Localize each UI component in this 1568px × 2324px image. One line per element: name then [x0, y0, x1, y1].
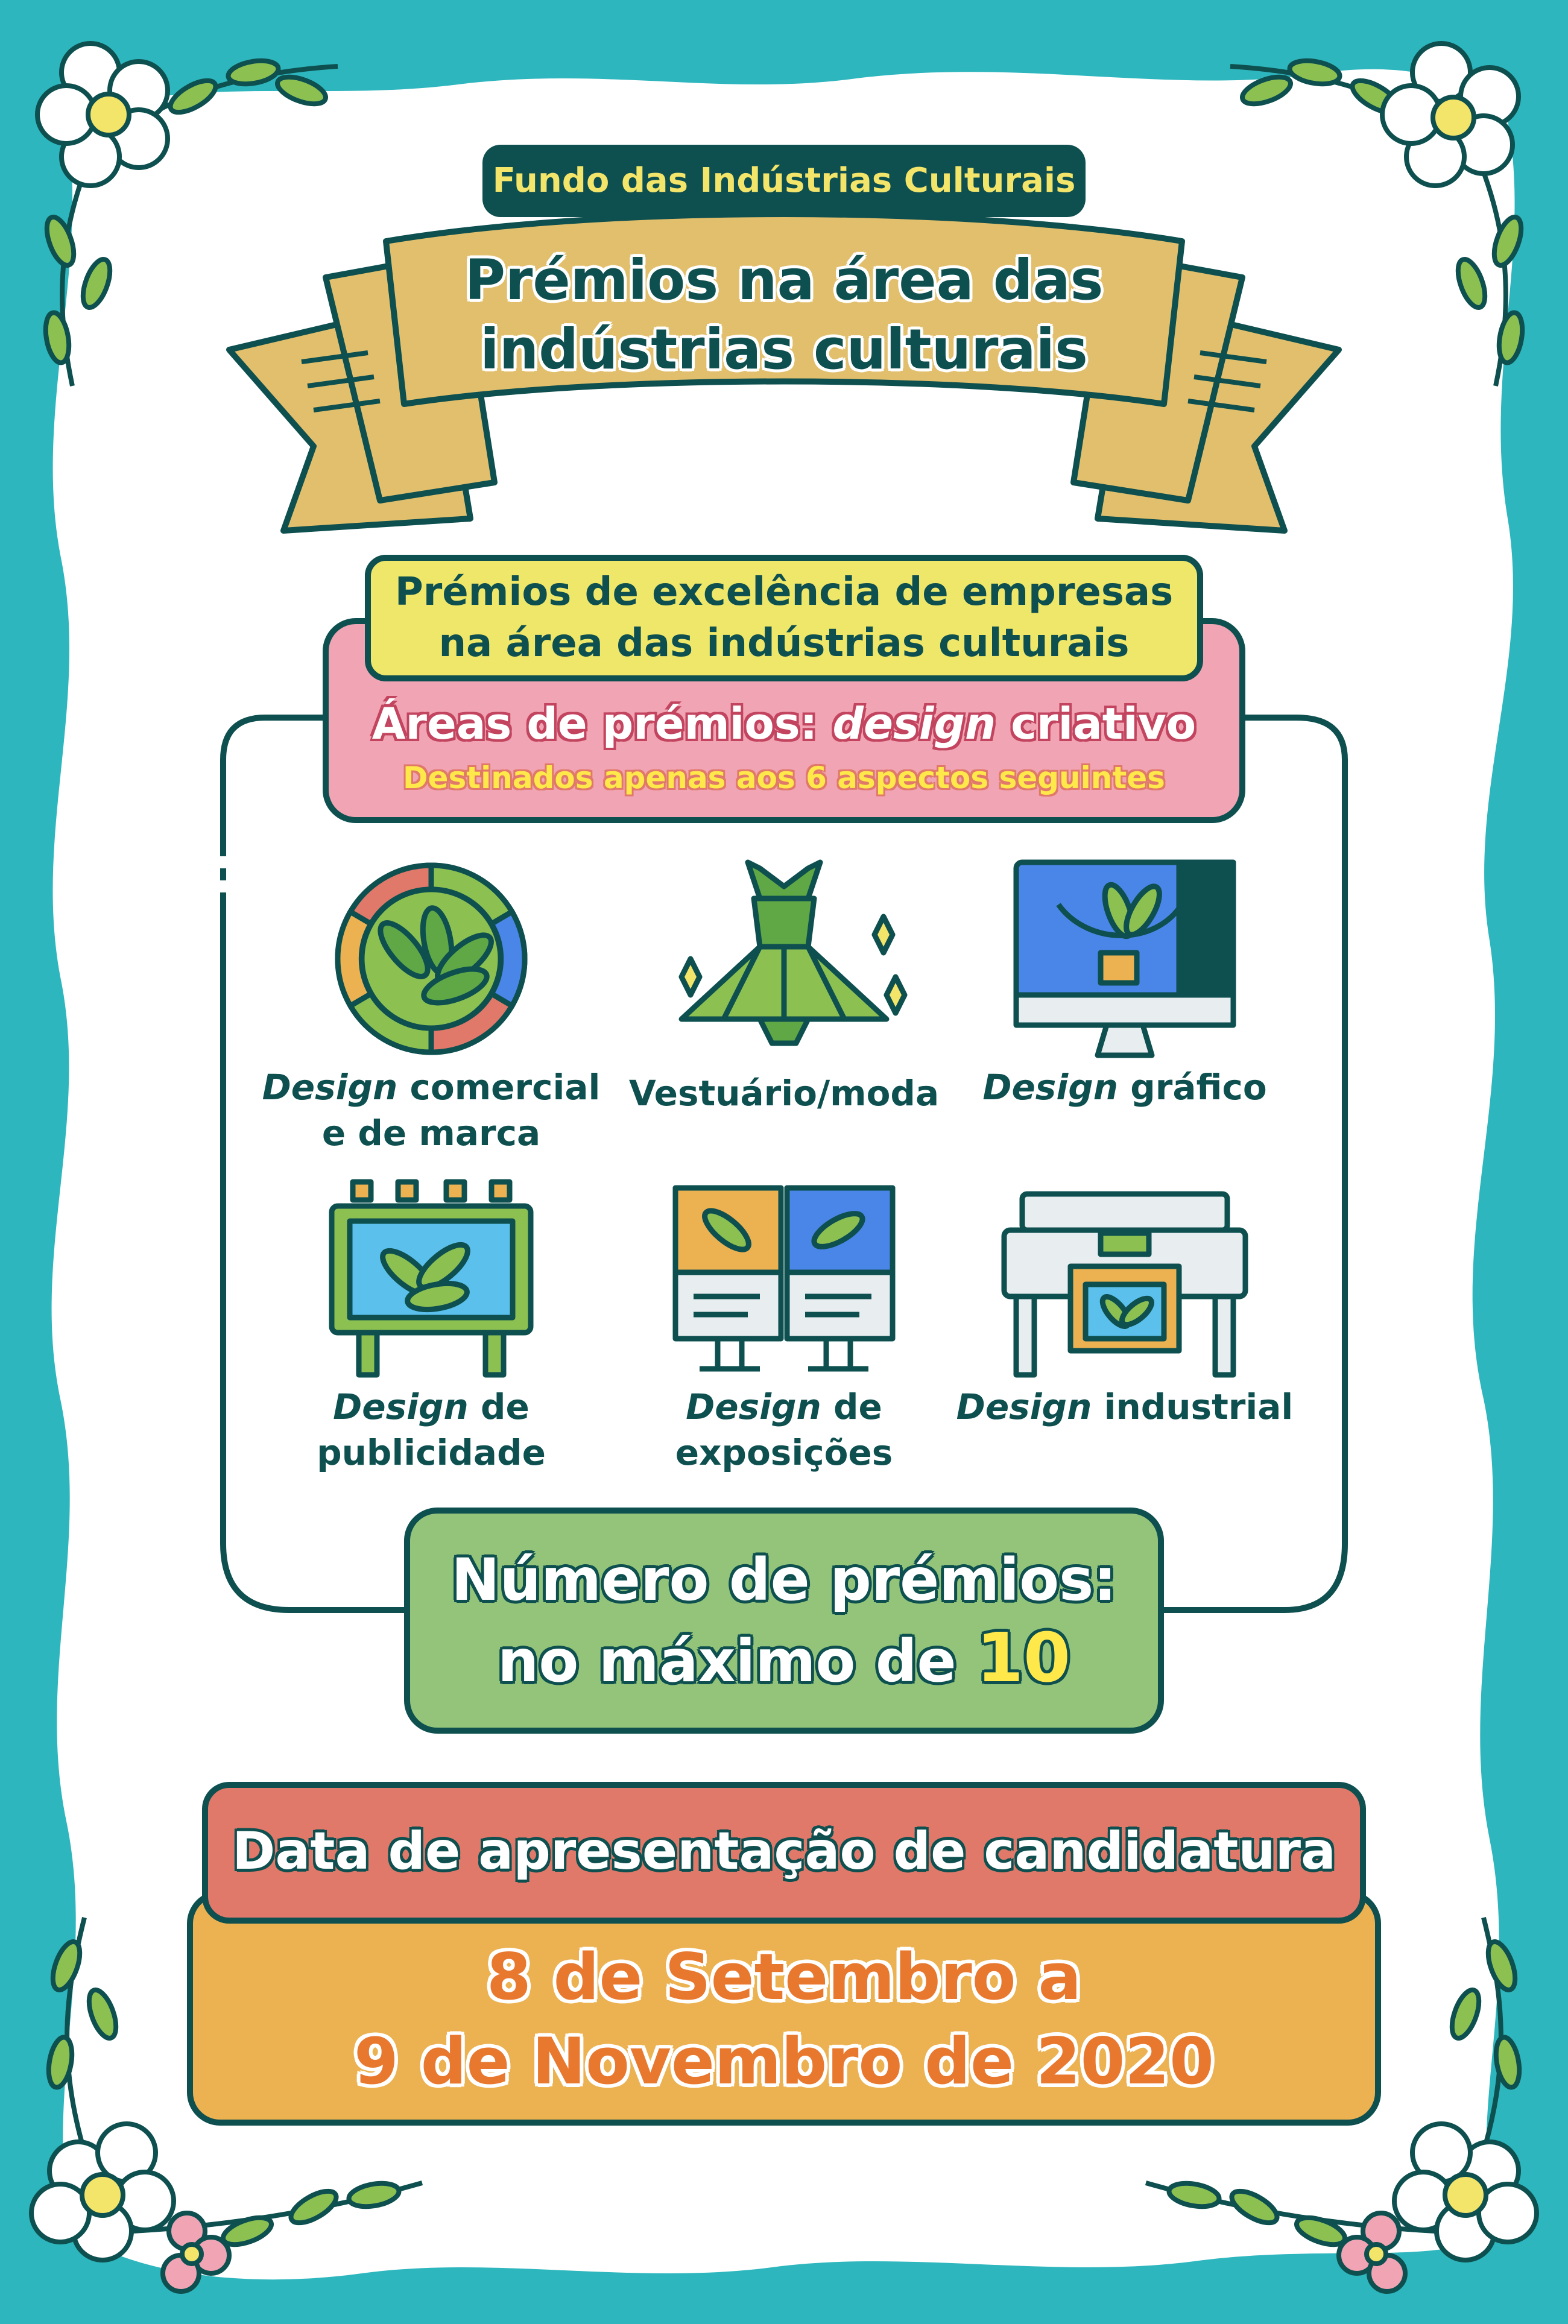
areas-prefix: Áreas de prémios:: [371, 698, 833, 749]
category-label-industrial: [950, 1384, 1300, 1430]
category-text: de: [468, 1386, 530, 1427]
fund-name: Fundo das Indústrias Culturais: [492, 161, 1076, 200]
page-title-line1: Prémios na área das: [464, 248, 1104, 312]
prizes-max-number: 10: [976, 1619, 1070, 1697]
prizes-line1: Número de prémios:: [451, 1546, 1117, 1614]
areas-suffix: criativo: [996, 698, 1197, 749]
award-name-line1: Prémios de excelência de empresas: [394, 570, 1174, 614]
category-line2: exposições: [675, 1432, 893, 1473]
category-text: Vestuário/moda: [628, 1073, 940, 1114]
category-label-graphic: [950, 1064, 1300, 1110]
areas-heading: [326, 693, 1242, 754]
category-text: industrial: [1092, 1386, 1294, 1427]
category-text: comercial: [397, 1067, 601, 1108]
award-name-line2: na área das indústrias culturais: [438, 621, 1130, 666]
category-label-advertising: [256, 1384, 606, 1476]
category-text: de: [821, 1386, 882, 1427]
category-italic: Design: [262, 1067, 398, 1108]
prizes-line2-prefix: no máximo de: [498, 1628, 977, 1695]
category-line2: e de marca: [321, 1113, 541, 1154]
graphic-design-monitor-icon: [1016, 862, 1233, 1055]
category-italic: Design: [982, 1067, 1119, 1108]
application-heading: Data de apresentação de candidatura: [232, 1821, 1336, 1881]
category-italic: Design: [956, 1386, 1092, 1427]
brand-design-icon: [338, 865, 525, 1052]
category-text: gráfico: [1118, 1067, 1267, 1108]
category-label-fashion: [609, 1070, 959, 1116]
category-label-exhibition: [609, 1384, 959, 1476]
application-date-line2: 9 de Novembro de 2020: [354, 2024, 1214, 2098]
prizes-line2: [407, 1619, 1161, 1697]
category-line2: publicidade: [317, 1432, 546, 1473]
category-label-brand: [256, 1064, 606, 1156]
page-title-line2: indústrias culturais: [480, 317, 1088, 382]
areas-italic: design: [832, 698, 996, 749]
category-italic: Design: [333, 1386, 469, 1427]
category-italic: Design: [686, 1386, 821, 1427]
application-date-line1: 8 de Setembro a: [487, 1940, 1081, 2014]
areas-note: Destinados apenas aos 6 aspectos seguintes: [403, 760, 1165, 795]
